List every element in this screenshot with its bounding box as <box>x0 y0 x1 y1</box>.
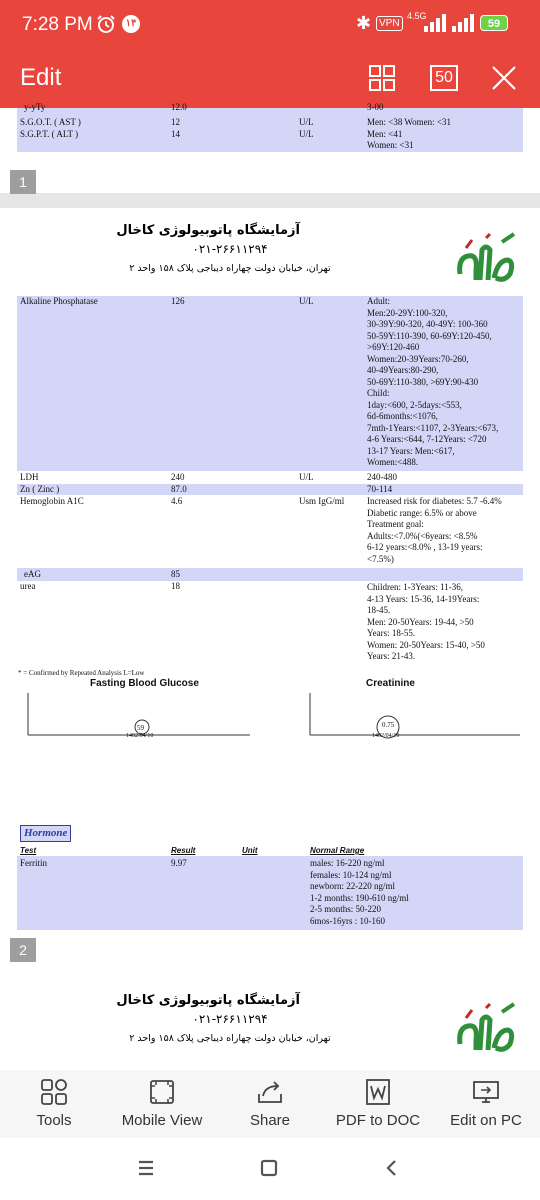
test-result: 85 <box>171 569 180 579</box>
status-time: 7:28 PM <box>22 14 93 35</box>
bottom-toolbar <box>0 1070 540 1138</box>
test-range: Women: 20-50Years: 15-40, >50 <box>367 639 485 650</box>
test-range: 6-12 years:<8.0% , 13-19 years: <box>367 542 483 552</box>
chart-title: Creatinine <box>366 678 415 689</box>
test-unit: U/L <box>299 129 314 139</box>
test-name: Ferritin <box>20 858 47 868</box>
document-viewer[interactable] <box>0 102 540 1070</box>
battery-indicator: 59 <box>480 15 508 31</box>
test-range: Women:20-39Years:70-260, <box>367 353 469 364</box>
mobile-view-button[interactable] <box>108 1070 216 1138</box>
tools-button[interactable] <box>0 1070 108 1138</box>
tools-label: Tools <box>36 1112 72 1129</box>
test-result: 4.6 <box>171 496 183 506</box>
trend-charts <box>20 693 520 753</box>
test-range: 30-39Y:90-320, 40-49Y: 100-360 <box>367 319 488 329</box>
test-range: Men: <41 <box>367 129 403 139</box>
share-icon <box>256 1078 284 1106</box>
test-range: 50-59Y:110-390, 60-69Y:120-450, <box>367 330 492 341</box>
test-range: Women:<488. <box>367 457 419 467</box>
test-range: females: 10-124 ng/ml <box>310 869 392 880</box>
pdf-to-doc-button[interactable] <box>324 1070 432 1138</box>
pdf-to-doc-label: PDF to DOC <box>335 1112 421 1129</box>
network-type: 4.5G <box>407 11 427 21</box>
test-range: Years: 21-43. <box>367 651 416 661</box>
test-unit: U/L <box>299 117 314 127</box>
lab-logo <box>452 1000 520 1056</box>
row-highlight <box>17 568 523 581</box>
chart-point-value: 59 <box>137 724 144 732</box>
page-title: Edit <box>20 64 62 91</box>
grid-view-icon[interactable] <box>368 64 396 92</box>
lab-name: آزمایشگاه پاتوبیولوژی کاخال <box>116 223 300 238</box>
header-range: Normal Range <box>310 846 365 855</box>
share-button[interactable] <box>216 1070 324 1138</box>
footnote: * = Confirmed by Repeated Analysis L=Low <box>18 669 145 677</box>
lab-phone: ۰۲۱-۲۶۶۱۱۲۹۴ <box>192 242 268 256</box>
test-name: Hemoglobin A1C <box>20 496 84 506</box>
signal-icon-2 <box>452 14 476 32</box>
test-unit: Usm IgG/ml <box>299 496 345 506</box>
test-range: Men: 20-50Years: 19-44, >50 <box>367 616 474 627</box>
chart-point-value: 0.75 <box>382 721 395 729</box>
vpn-badge: VPN <box>376 16 403 31</box>
test-range: Men:20-29Y:100-320, <box>367 307 448 318</box>
page-number-badge: 1 <box>10 170 36 194</box>
cut-row-result: 12.0 <box>171 102 187 112</box>
status-bar <box>0 0 540 50</box>
test-name: Zn ( Zinc ) <box>20 484 60 494</box>
test-range: 2-5 months: 50-220 <box>310 904 381 914</box>
bluetooth-icon: ✱ <box>356 13 372 33</box>
test-name: urea <box>20 581 36 591</box>
tools-icon <box>40 1078 68 1106</box>
test-result: 9.97 <box>171 858 187 868</box>
test-name: S.G.O.T. ( AST ) <box>20 117 81 127</box>
test-range: 50-69Y:110-380, >69Y:90-430 <box>367 376 479 387</box>
back-icon[interactable] <box>382 1158 402 1178</box>
test-range: Women: <31 <box>367 140 414 150</box>
test-range: 4-6 Years:<644, 7-12Years: <720 <box>367 434 487 444</box>
test-result: 87.0 <box>171 484 187 494</box>
header-unit: Unit <box>242 846 258 855</box>
system-nav-bar <box>0 1138 540 1200</box>
lab-address: تهران، خیابان دولت چهاراه دیباجی پلاک ۱۵۸ واحد ۲ <box>129 263 331 274</box>
test-range: 13-17 Years: Men:<617, <box>367 445 455 456</box>
test-range: newborn: 22-220 ng/ml <box>310 881 395 891</box>
row-highlight <box>17 856 523 930</box>
cut-row-test: y-yTy <box>24 102 46 112</box>
test-result: 240 <box>171 472 185 482</box>
test-range: Treatment goal: <box>367 519 424 529</box>
test-range: Increased risk for diabetes: 5.7 -6.4% <box>367 496 502 506</box>
mobile-view-icon <box>148 1078 176 1106</box>
header-test: Test <box>20 846 37 855</box>
test-range: males: 16-220 ng/ml <box>310 858 385 868</box>
lab-logo <box>452 230 520 286</box>
test-name: eAG <box>24 569 41 579</box>
test-range: 240-480 <box>367 472 397 482</box>
page-2 <box>0 208 540 1033</box>
chart-x-label: 1402/04/10 <box>126 733 154 739</box>
chart-x-label: 1402/04/10 <box>372 733 400 739</box>
pdf-to-doc-icon <box>364 1078 392 1106</box>
test-name: LDH <box>20 472 39 482</box>
test-range: Men: <38 Women: <31 <box>367 117 452 127</box>
lab-name: آزمایشگاه پاتوبیولوژی کاخال <box>116 993 300 1008</box>
test-unit: U/L <box>299 472 314 482</box>
hormone-section-title: Hormone <box>20 825 71 842</box>
test-range: 18-45. <box>367 605 391 615</box>
test-result: 126 <box>171 296 185 306</box>
alarm-icon <box>96 14 116 34</box>
page-count-button[interactable]: 50 <box>430 65 458 91</box>
test-name: Alkaline Phosphatase <box>20 296 98 306</box>
test-result: 14 <box>171 129 180 139</box>
mobile-view-label: Mobile View <box>121 1112 203 1129</box>
lab-phone: ۰۲۱-۲۶۶۱۱۲۹۴ <box>192 1012 268 1026</box>
home-icon[interactable] <box>259 1158 279 1178</box>
row-highlight <box>17 484 523 495</box>
test-result: 18 <box>171 581 180 591</box>
test-range: Years: 18-55. <box>367 628 416 638</box>
chart-title: Fasting Blood Glucose <box>90 678 199 689</box>
notification-badge: ۱۴ <box>122 15 140 33</box>
test-name: S.G.P.T. ( ALT ) <box>20 129 79 139</box>
test-range: 1day:<600, 2-5days:<553, <box>367 399 462 410</box>
test-range: 70-114 <box>367 484 393 494</box>
recent-apps-icon[interactable] <box>136 1158 156 1178</box>
page-number-badge: 2 <box>10 938 36 962</box>
row-highlight <box>17 108 523 152</box>
test-range: Diabetic range: 6.5% or above <box>367 507 477 518</box>
test-range: Adults:<7.0%(<6years: <8.5% <box>367 530 478 541</box>
test-unit: U/L <box>299 296 314 306</box>
edit-on-pc-icon <box>472 1078 500 1106</box>
test-range: <7.5%) <box>367 553 394 564</box>
test-range: 6d-6months:<1076, <box>367 411 438 421</box>
lab-address: تهران، خیابان دولت چهاراه دیباجی پلاک ۱۵۸ واحد ۲ <box>129 1033 331 1044</box>
test-range: Child: <box>367 388 390 398</box>
test-range: 7mth-1Years:<1107, 2-3Years:<673, <box>367 422 499 433</box>
test-range: 40-49Years:80-290, <box>367 365 439 375</box>
edit-on-pc-button[interactable] <box>432 1070 540 1138</box>
close-icon[interactable] <box>490 64 518 92</box>
test-range: 6mos-16yrs : 10-160 <box>310 915 385 926</box>
signal-icon <box>424 14 450 32</box>
page-1 <box>0 102 540 193</box>
app-bar <box>0 0 540 108</box>
test-range: 1-2 months: 190-610 ng/ml <box>310 892 409 903</box>
edit-on-pc-label: Edit on PC <box>450 1112 522 1129</box>
test-result: 12 <box>171 117 180 127</box>
test-range: Adult: <box>367 296 391 306</box>
header-result: Result <box>171 846 196 855</box>
share-label: Share <box>249 1112 291 1129</box>
cut-row-range: 3-00 <box>367 102 384 112</box>
test-range: Children: 1-3Years: 11-36, <box>367 582 463 592</box>
test-range: 4-13 Years: 15-36, 14-19Years: <box>367 593 480 604</box>
test-range: >69Y:120-460 <box>367 342 420 352</box>
